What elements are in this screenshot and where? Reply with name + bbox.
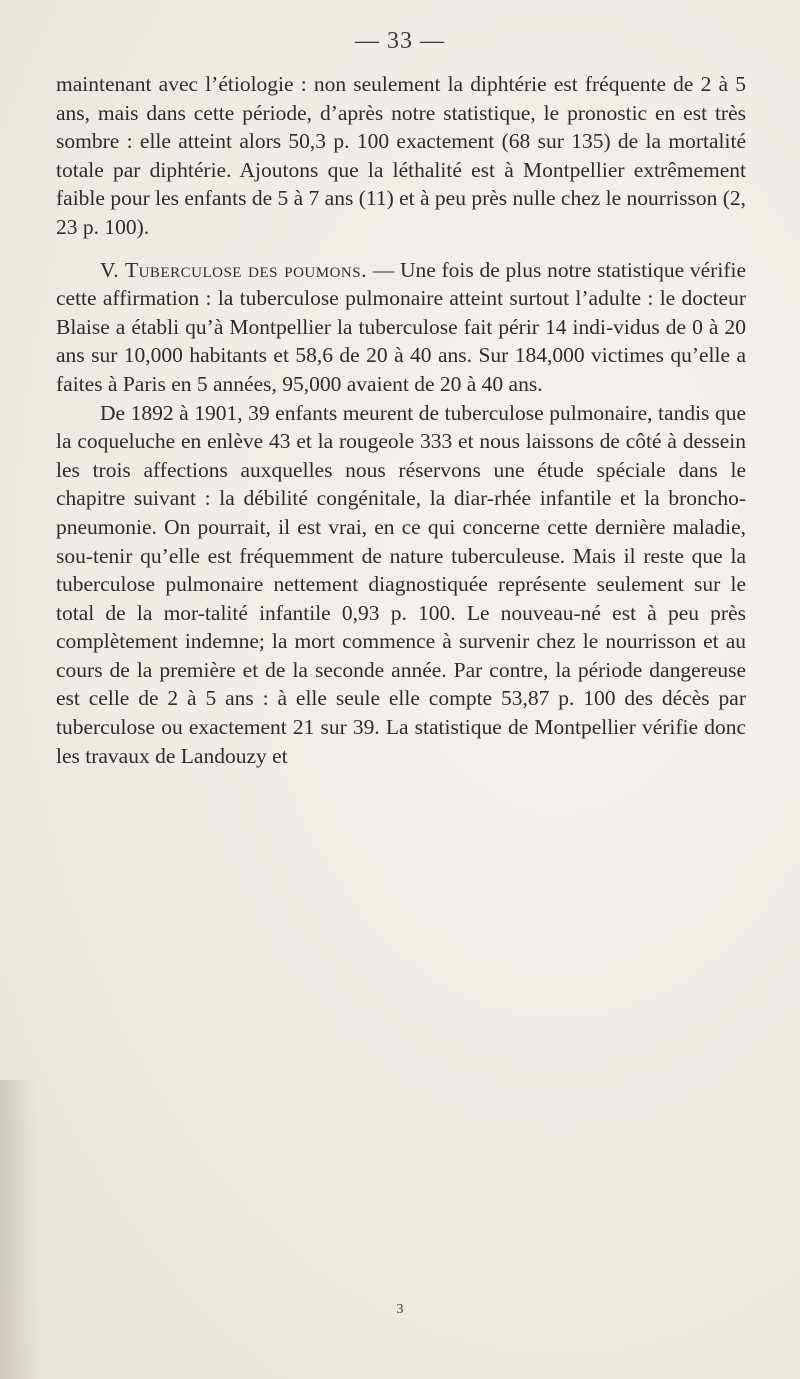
page-number: — 33 — (355, 28, 445, 54)
signature-mark: 3 (396, 1302, 404, 1317)
paragraph-spacer (56, 242, 746, 256)
page-shadow (0, 1080, 38, 1379)
paragraph-statistics: De 1892 à 1901, 39 enfants meurent de tuberculose pulmonaire, tandis que la coqueluche en enlève 43 et la rougeole 333 et nous laissons de côté à dessein les trois affections auxquelles nous réservons une étude spéciale dans le chapitre suivant : la débilité congénitale, la diar-rhée infantile et la broncho-pneumonie. On pourrait, il est vrai, en ce qui concerne cette dernière maladie, sou-tenir qu’elle est fréquemment de nature tuberculeuse. Mais il reste que la tuberculose pulmonaire nettement diagnostiquée représente seulement sur le total de la mor-talité infantile 0,93 p. 100. Le nouveau-né est à peu près complètement indemne; la mort commence à survenir chez le nourrisson et au cours de la première et de la seconde année. Par contre, la période dangereuse est celle de 2 à 5 ans : à elle seule elle compte 53,87 p. 100 des décès par tuberculose ou exactement 21 sur 39. La statistique de Montpellier vérifie donc les travaux de Landouzy et (56, 400, 746, 768)
paragraph-text: — Une fois de plus notre statistique vérifie cette affirmation : la tuberculose pulmonaire atteint surtout l’adulte : le docteur Blaise a établi qu’à Montpellier la tuberculose fait périr 14 indi-vidus de 0 à 20 ans sur 10,000 habitants et 58,6 de 20 à 40 ans. Sur 184,000 victimes qu’elle a faites à Paris en 5 années, 95,000 avaient de 20 à 40 ans. (56, 257, 746, 396)
paragraph-tuberculosis (56, 256, 746, 399)
body-text (56, 70, 746, 770)
paragraph-diphtheria: maintenant avec l’étiologie : non seulement la diphtérie est fréquente de 2 à 5 ans, mais dans cette période, d’après notre statistique, le pronostic en est très sombre : elle atteint alors 50,3 p. 100 exactement (68 sur 135) de la mortalité totale par diphtérie. Ajoutons que la léthalité est à Montpellier extrêmement faible pour les enfants de 5 à 7 ans (11) et à peu près nulle chez le nourrisson (2, 23 p. 100). (56, 72, 746, 239)
section-heading: V. Tuberculose des poumons. (100, 257, 367, 282)
